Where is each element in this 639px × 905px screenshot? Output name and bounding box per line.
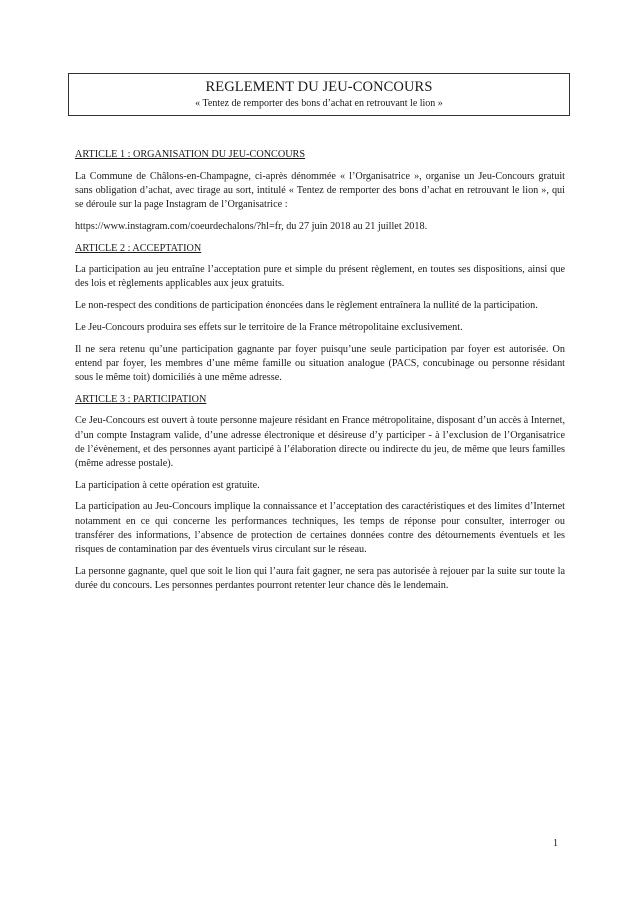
document-body <box>75 148 565 601</box>
document-title: REGLEMENT DU JEU-CONCOURS <box>205 79 433 95</box>
article-2-heading: ARTICLE 2 : ACCEPTATION <box>75 242 202 254</box>
article-2-paragraph-1: La participation au jeu entraîne l’acceptation pure et simple du présent règlement, en toutes ses dispositions, ainsi que des lois et règlements applicables aux jeux gratuits. <box>75 264 565 290</box>
article-1-paragraph-1: La Commune de Châlons-en-Champagne, ci-après dénommée « l’Organisatrice », organise un Jeu-Concours gratuit sans obligation d’achat, avec tirage au sort, intitulé « Tentez de remporter des bons d’achat en retrouvant le lion », qui se déroule sur la page Instagram de l’Organisatrice : <box>75 170 565 211</box>
article-1-paragraph-2: https://www.instagram.com/coeurdechalons/?hl=fr, du 27 juin 2018 au 21 juillet 2018. <box>75 220 428 232</box>
document-subtitle: « Tentez de remporter des bons d’achat en retrouvant le lion » <box>195 98 443 109</box>
article-2-paragraph-3: Le Jeu-Concours produira ses effets sur le territoire de la France métropolitaine exclusivement. <box>75 321 463 333</box>
article-3-paragraph-4: La personne gagnante, quel que soit le lion qui l’aura fait gagner, ne sera pas autorisée à rejouer par la suite sur toute la durée du concours. Les personnes perdantes pourront retenter leur chance dès le lendemain. <box>75 565 565 591</box>
article-3-paragraph-1: Ce Jeu-Concours est ouvert à toute personne majeure résidant en France métropolitaine, disposant d’un accès à Internet, d’un compte Instagram valide, d’une adresse électronique et désireuse d’y participer - à l’exclusion de l’Organisatrice de l’évènement, et des personnes ayant participé à l’élaboration directe ou indirecte du jeu, de même que leurs familles (même adresse postale). <box>75 415 565 469</box>
article-3-paragraph-2: La participation à cette opération est gratuite. <box>75 479 260 491</box>
article-2-paragraph-2: Le non-respect des conditions de participation énoncées dans le règlement entraînera la nullité de la participation. <box>75 300 538 312</box>
article-2-paragraph-4: Il ne sera retenu qu’une participation gagnante par foyer puisqu’une seule participation par foyer est autorisée. On entend par foyer, les membres d’une même famille ou situation analogue (PACS, concubinage ou personne résidant sous le même toit) domiciliés à une même adresse. <box>75 343 565 383</box>
title-box <box>68 73 570 116</box>
article-3-heading: ARTICLE 3 : PARTICIPATION <box>75 393 207 405</box>
page-number: 1 <box>553 838 558 849</box>
article-1-heading: ARTICLE 1 : ORGANISATION DU JEU-CONCOURS <box>75 149 306 160</box>
article-3-paragraph-3: La participation au Jeu-Concours implique la connaissance et l’acceptation des caractéristiques et des limites d’Internet notamment en ce qui concerne les performances techniques, les temps de réponse pour consulter, interroger ou transférer des informations, l’absence de protection de certaines données contre des détournements éventuels et les risques de contamination par des éventuels virus circulant sur le réseau. <box>75 501 565 555</box>
